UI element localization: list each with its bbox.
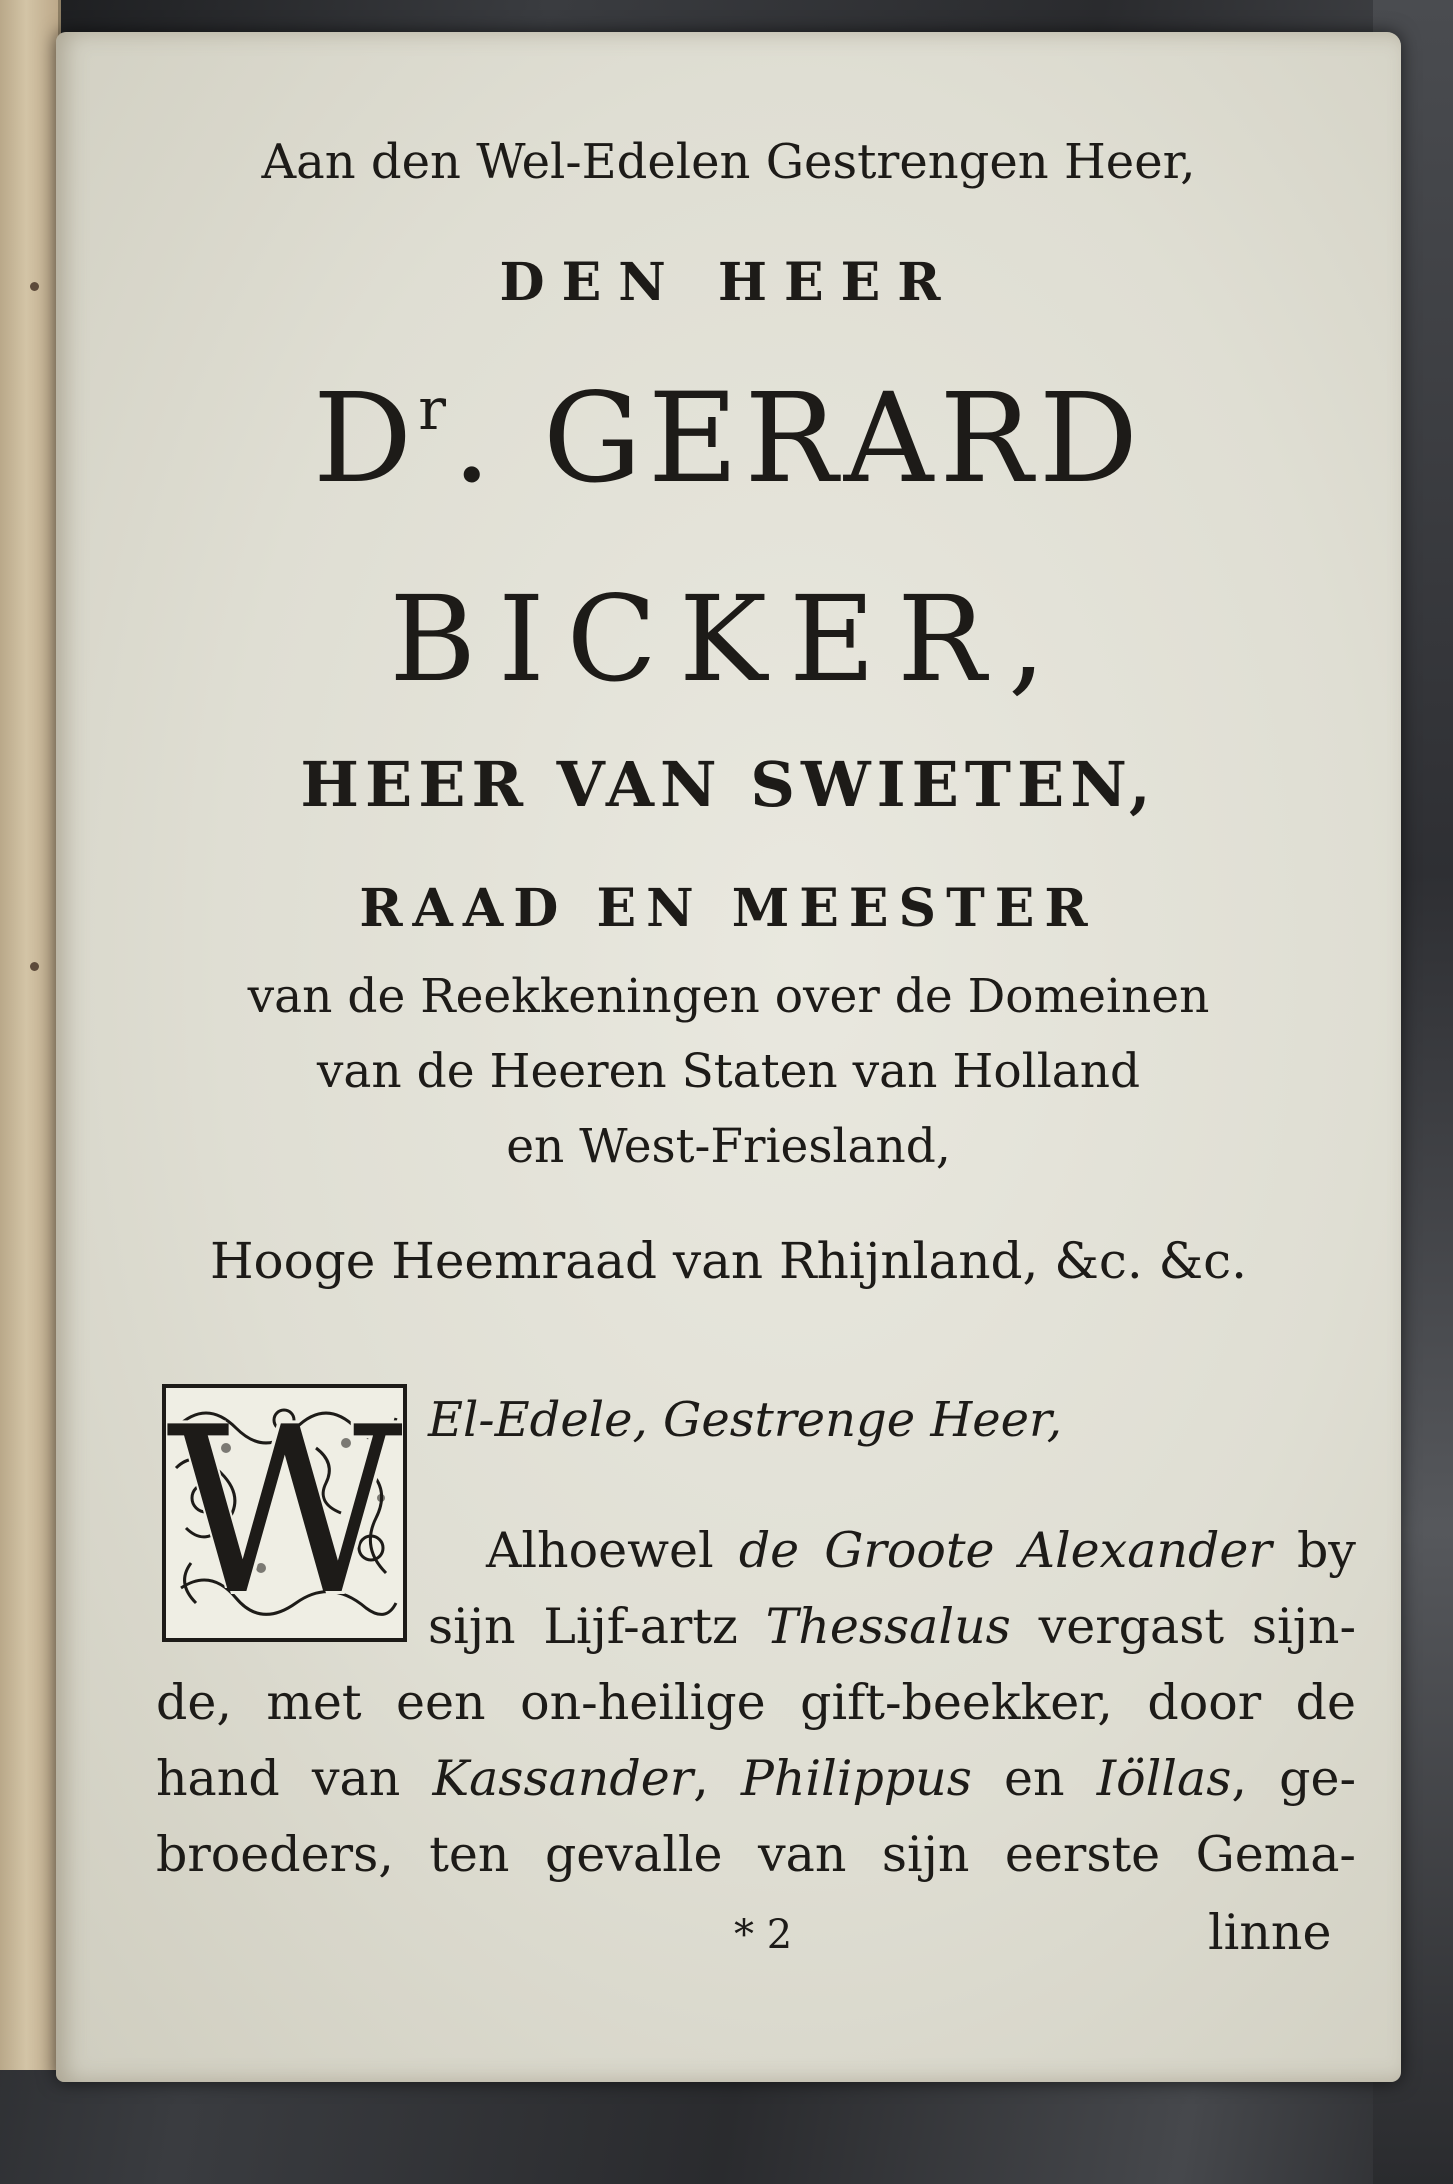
title-abbrev: D [312, 367, 419, 511]
book-page [56, 32, 1401, 2082]
lordship-heading: HEER VAN SWIETEN, [300, 748, 1157, 821]
office-line: van de Heeren Staten van Holland [316, 1044, 1141, 1099]
decorated-initial [162, 1384, 407, 1642]
catchword: linne [1208, 1904, 1332, 1961]
dedication-line: Aan den Wel-Edelen Gestrengen Heer, [261, 134, 1196, 190]
body-line: sijn Lijf-artz Thessalus vergast sijn- [428, 1598, 1357, 1655]
body-line: broeders, ten gevalle van sijn eerste Gema- [156, 1826, 1356, 1883]
title-superscript: r [418, 375, 453, 443]
body-line: hand van Kassander, Philippus en Iöllas, ge- [156, 1750, 1357, 1807]
previous-page-edge [0, 0, 61, 2070]
body-line: de, met een on-heilige gift-beekker, door de [156, 1674, 1356, 1731]
surname-heading: BICKER, [389, 570, 1068, 708]
office-line: en West-Friesland, [506, 1119, 951, 1174]
binding-hole [30, 962, 39, 971]
salutation: El-Edele, Gestrenge Heer, [428, 1392, 1062, 1448]
den-heer-heading: DEN HEER [499, 252, 958, 313]
binding-hole [30, 282, 39, 291]
name-heading [56, 367, 1401, 511]
signature-mark: * 2 [734, 1912, 793, 1958]
office-line: Hooge Heemraad van Rhijnland, &c. &c. [209, 1232, 1248, 1290]
office-heading: RAAD EN MEESTER [359, 878, 1098, 939]
office-line: van de Reekkeningen over de Domeinen [247, 969, 1210, 1024]
given-name: . GERARD [452, 367, 1145, 511]
body-line: Alhoewel de Groote Alexander by [486, 1522, 1356, 1579]
initial-letter: W [166, 1384, 403, 1642]
page-text [56, 32, 1401, 2082]
